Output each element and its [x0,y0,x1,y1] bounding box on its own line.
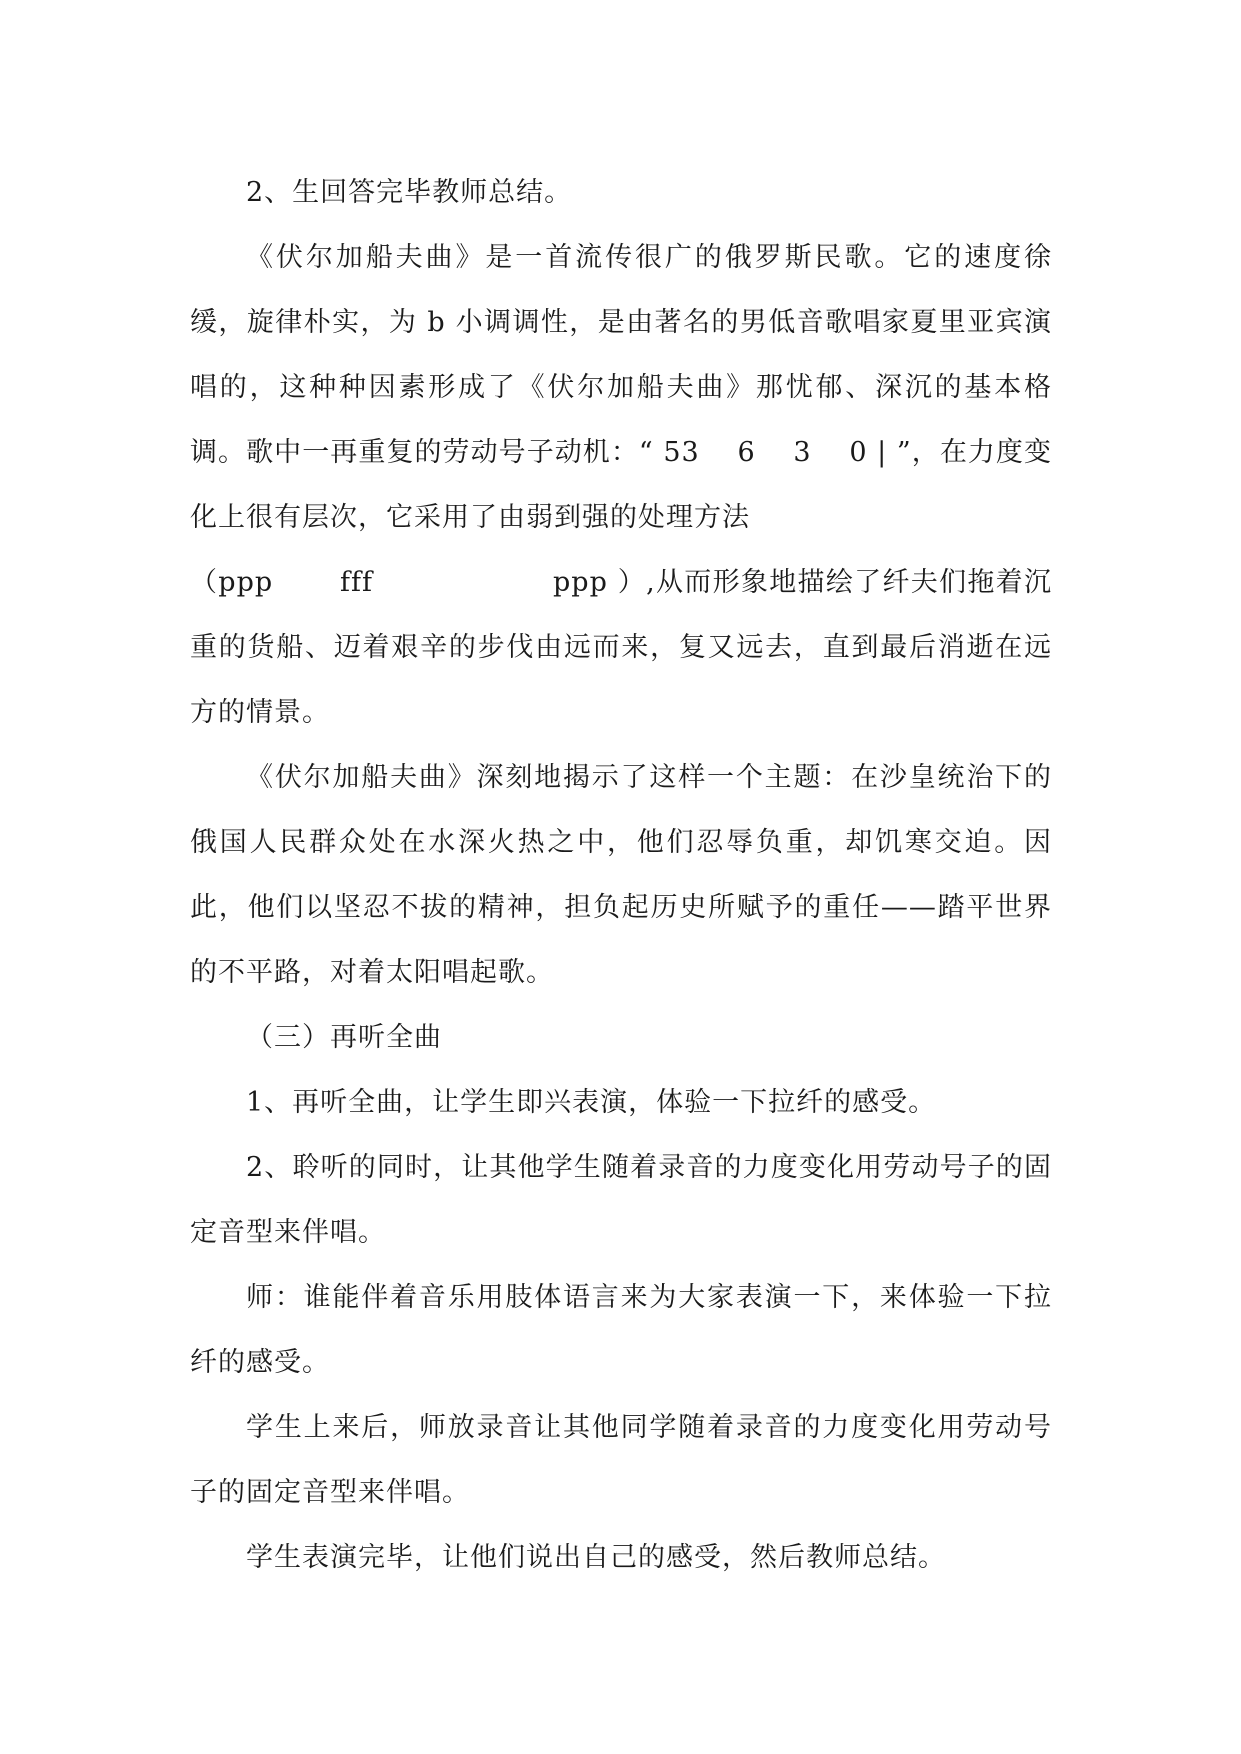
paragraph-conclusion: 学生表演完毕，让他们说出自己的感受，然后教师总结。 [246,1542,946,1573]
section-heading-listen-again: （三）再听全曲 [246,1022,442,1053]
paragraph-song-description: 《伏尔加船夫曲》是一首流传很广的俄罗斯民歌。它的速度徐缓，旋律朴实，为 b 小调调性，是由著名的男低音歌唱家夏里亚宾演唱的，这种种因素形成了《伏尔加船夫曲》那忧郁、深沉的基本格调。歌中一再重复的劳动号子动机：“ 53 6 3 0 | ”，在力度变化上很有层次，它采用了由弱到强的处理方法 [190,242,1052,533]
paragraph-song-theme: 《伏尔加船夫曲》深刻地揭示了这样一个主题：在沙皇统治下的俄国人民群众处在水深火热之中，他们忍辱负重，却饥寒交迫。因此，他们以坚忍不拔的精神，担负起历史所赋予的重任——踏平世界的不平路，对着太阳唱起歌。 [190,762,1052,988]
paragraph-teacher-prompt: 师：谁能伴着音乐用肢体语言来为大家表演一下，来体验一下拉纤的感受。 [190,1282,1052,1378]
document-body [190,160,1052,1590]
paragraph-step-2-summary: 2、生回答完毕教师总结。 [246,177,573,208]
paragraph-step-1-perform: 1、再听全曲，让学生即兴表演，体验一下拉纤的感受。 [246,1087,937,1118]
paragraph-student-performance: 学生上来后，师放录音让其他同学随着录音的力度变化用劳动号子的固定音型来伴唱。 [190,1412,1052,1508]
paragraph-dynamics: （ppp fff ppp ）,从而形象地描绘了纤夫们拖着沉重的货船、迈着艰辛的步伐由远而来，复又远去，直到最后消逝在远方的情景。 [190,567,1052,728]
paragraph-step-2-accompany: 2、聆听的同时，让其他学生随着录音的力度变化用劳动号子的固定音型来伴唱。 [190,1152,1052,1248]
